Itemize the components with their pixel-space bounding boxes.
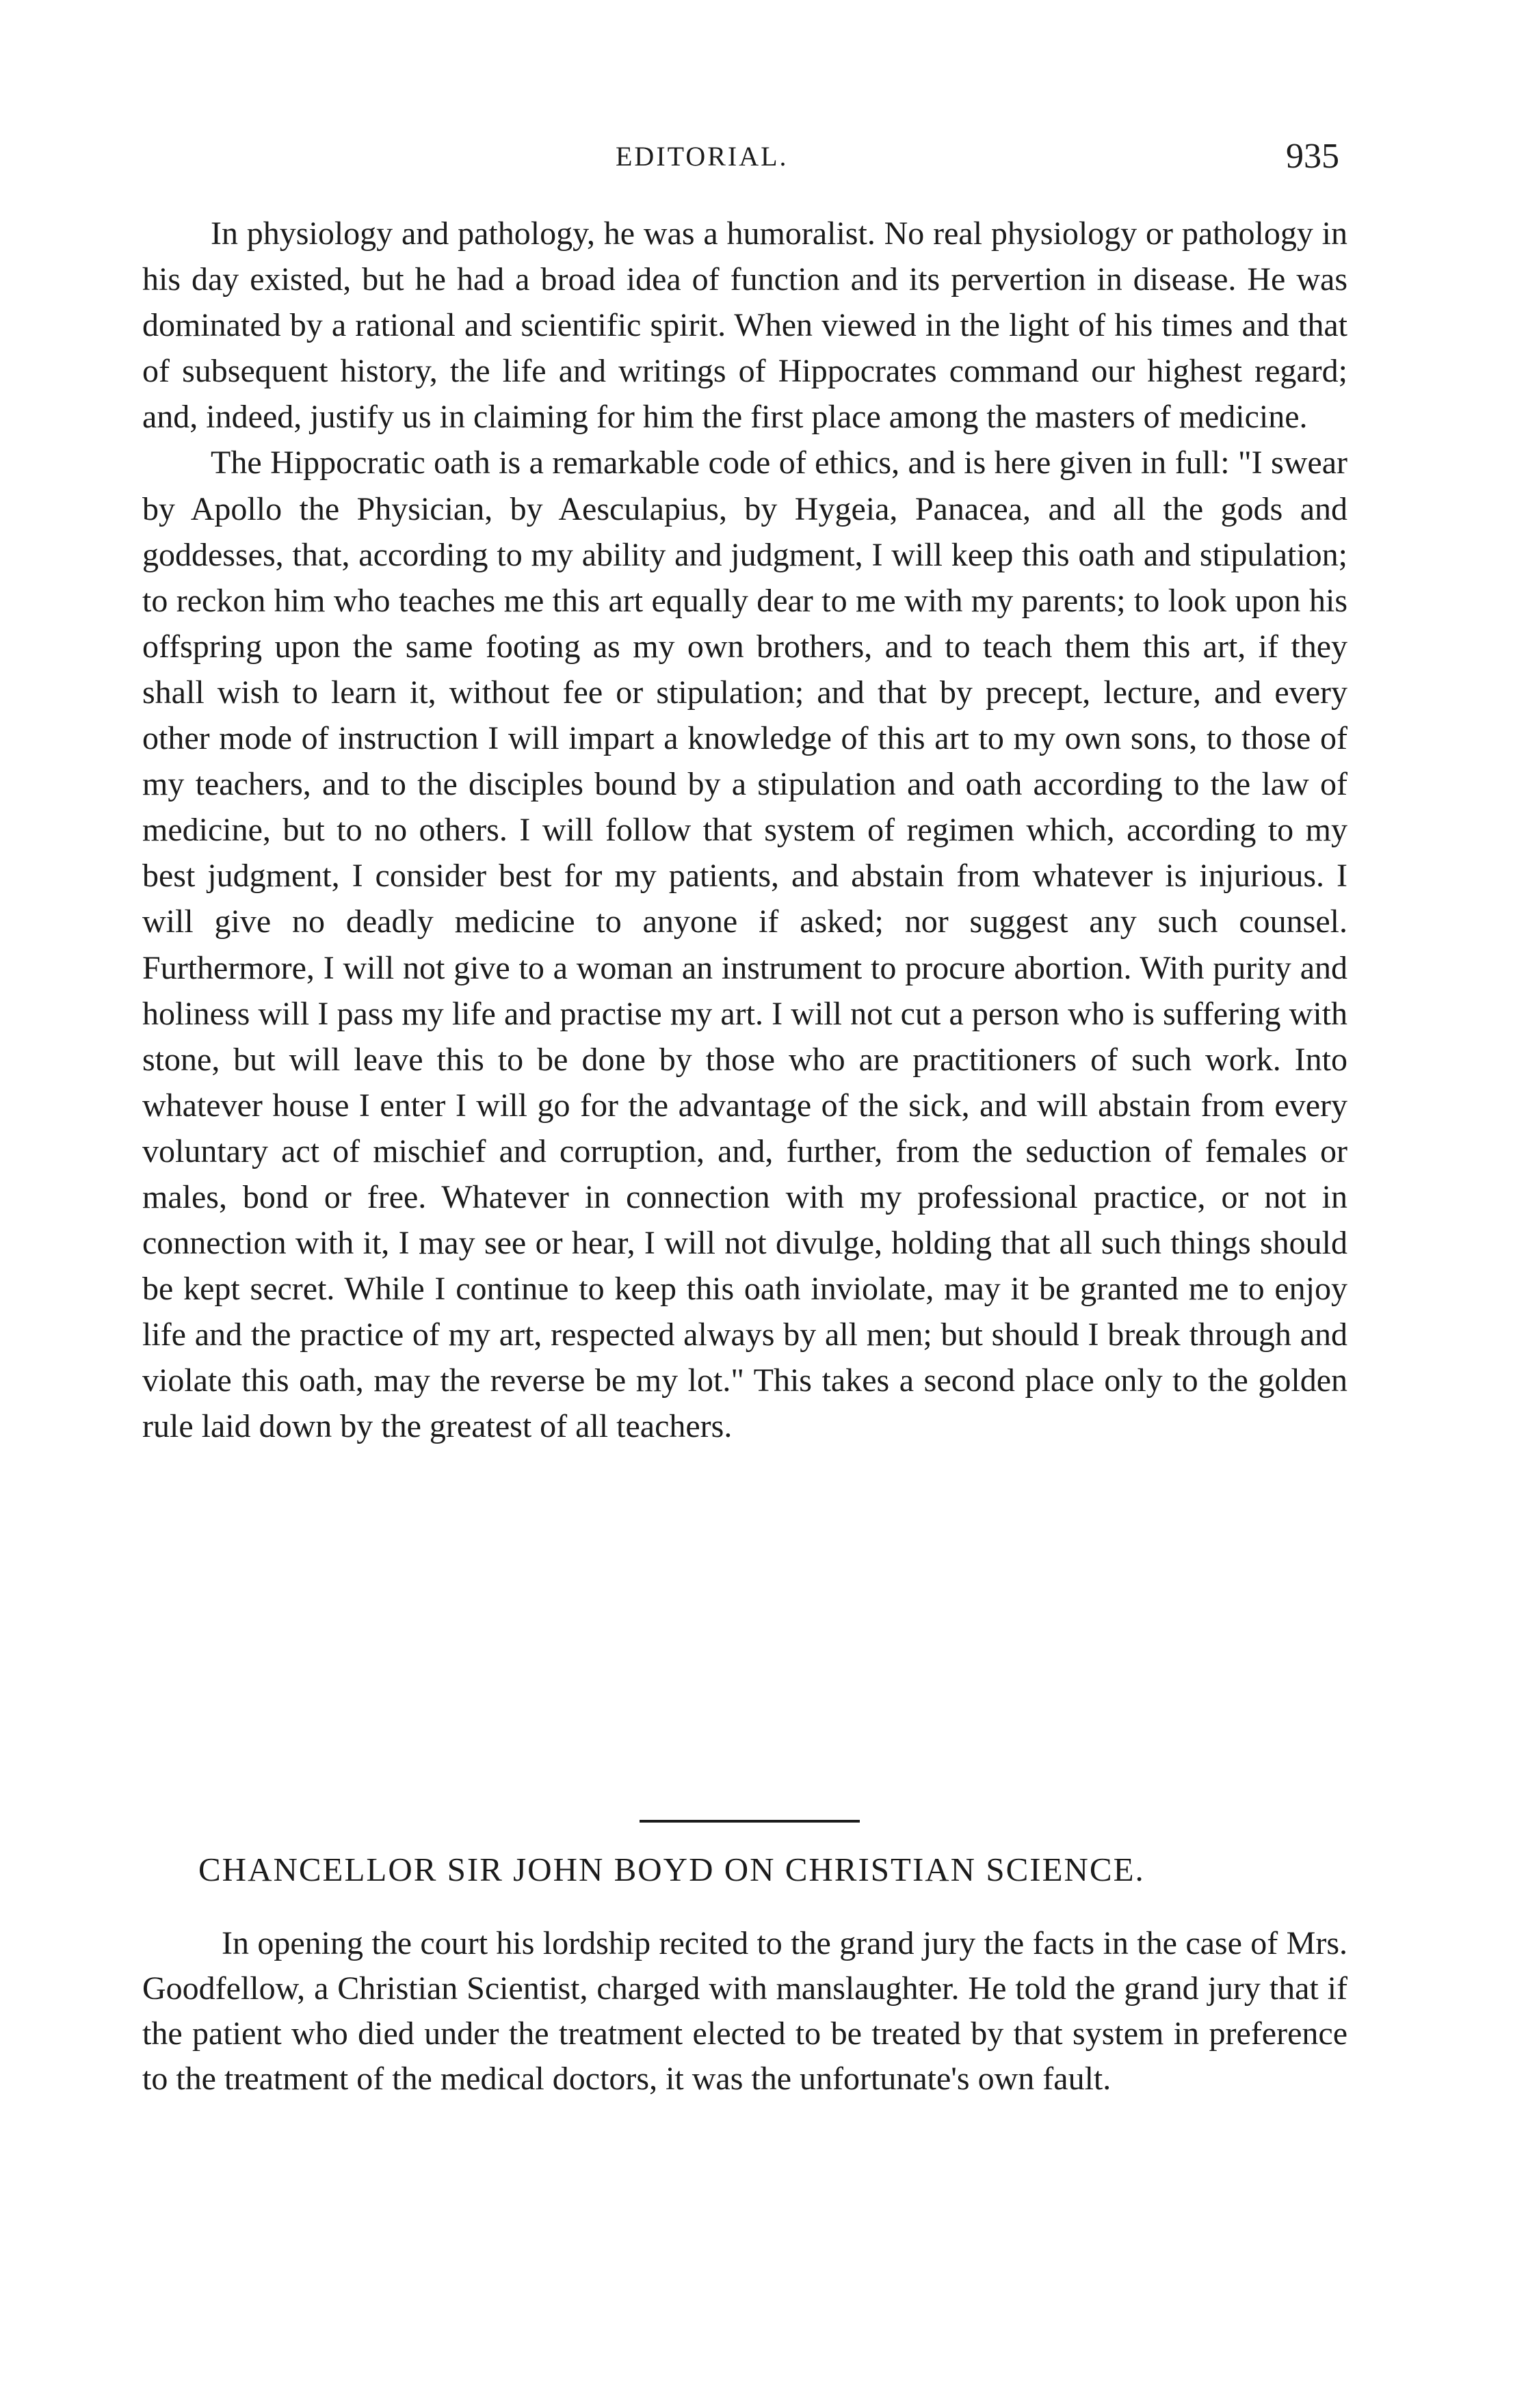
section-heading: CHANCELLOR SIR JOHN BOYD ON CHRISTIAN SCIENCE. bbox=[198, 1851, 1145, 1888]
section-divider bbox=[640, 1820, 860, 1823]
article-body bbox=[142, 211, 1347, 1450]
page-number: 935 bbox=[1286, 137, 1339, 176]
running-head bbox=[0, 137, 1526, 181]
paragraph-christian-science: In opening the court his lordship recited to the grand jury the facts in the case of Mrs. Goodfellow, a Christian Scientist, charged with manslaughter. He told the grand jury that if the patient who died under the treatment elected to be treated by that system in preference to the treatment of the medical doctors, it was the unfortunate's own fault. bbox=[142, 1925, 1347, 2097]
section-body bbox=[142, 1921, 1347, 2102]
running-title: EDITORIAL. bbox=[616, 141, 789, 172]
paragraph-hippocratic-oath: The Hippocratic oath is a remarkable code of ethics, and is here given in full: "I swear by Apollo the Physician, by Aesculapius, by Hygeia, Panacea, and all the gods and goddesses, that, according to my ability and judgment, I will keep this oath and stipulation; to reckon him who teaches me this art equally dear to me with my parents; to look upon his offspring upon the same footing as my own brothers, and to teach them this art, if they shall wish to learn it, without fee or stipulation; and that by precept, lecture, and every other mode of instruction I will impart a knowledge of this art to my own sons, to those of my teachers, and to the disciples bound by a stipulation and oath according to the law of medicine, but to no others. I will follow that system of regimen which, according to my best judgment, I consider best for my patients, and abstain from whatever is injurious. I will give no deadly medicine to anyone if asked; nor suggest any such counsel. Furthermore, I will not give to a woman an instrument to procure abortion. With purity and holiness will I pass my life and practise my art. I will not cut a person who is suffering with stone, but will leave this to be done by those who are practitioners of such work. Into whatever house I enter I will go for the advantage of the sick, and will abstain from every voluntary act of mischief and corruption, and, further, from the seduction of females or males, bond or free. Whatever in connection with my professional practice, or not in connection with it, I may see or hear, I will not divulge, holding that all such things should be kept secret. While I continue to keep this oath inviolate, may it be granted me to enjoy life and the practice of my art, respected always by all men; but should I break through and violate this oath, may the reverse be my lot." This takes a second place only to the golden rule laid down by the greatest of all teachers. bbox=[142, 445, 1347, 1445]
paragraph-humoralist: In physiology and pathology, he was a humoralist. No real physiology or pathology in his day existed, but he had a broad idea of function and its pervertion in disease. He was dominated by a rational and scientific spirit. When viewed in the light of his times and that of subsequent history, the life and writings of Hippocrates command our highest regard; and, indeed, justify us in claiming for him the first place among the masters of medicine. bbox=[142, 215, 1347, 436]
